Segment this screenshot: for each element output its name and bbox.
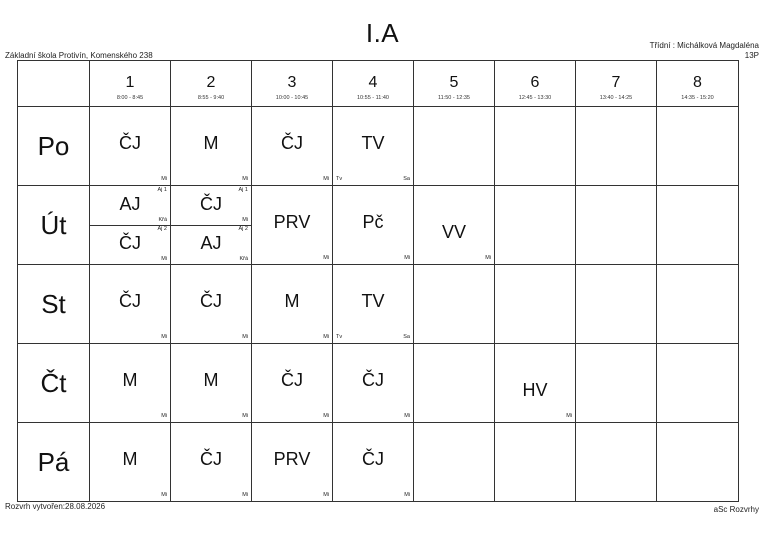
lesson <box>252 344 332 422</box>
subject-label: Pč <box>362 212 384 232</box>
teacher-label: Mi <box>485 255 491 261</box>
lesson <box>333 265 413 343</box>
lesson-cell <box>171 107 252 186</box>
lesson-cell <box>171 265 252 344</box>
teacher-label: Mi <box>566 413 572 419</box>
period-header <box>657 61 739 107</box>
subject-label: ČJ <box>362 449 384 469</box>
teacher-label: Mi <box>242 413 248 419</box>
teacher-label: Mi <box>161 176 167 182</box>
period-time: 14:35 - 15:20 <box>681 95 714 101</box>
group-label: Tv <box>336 176 343 182</box>
lesson <box>252 423 332 501</box>
subject-label: AJ <box>200 233 222 253</box>
subject-label: M <box>122 449 138 469</box>
lesson <box>90 423 170 501</box>
lesson-cell <box>576 107 657 186</box>
group-label: Aj 2 <box>238 226 248 232</box>
period-header <box>333 61 414 107</box>
lesson <box>333 186 413 264</box>
timetable <box>17 60 739 502</box>
lesson-cell <box>252 423 333 502</box>
lesson-cell <box>576 186 657 265</box>
subject-label: TV <box>361 291 385 311</box>
day-label: Po <box>18 107 90 186</box>
lesson-cell <box>252 107 333 186</box>
subject-label: HV <box>522 380 548 400</box>
lesson-cell <box>171 186 252 265</box>
subject-label: VV <box>441 222 466 242</box>
teacher-label: Křá <box>158 217 167 223</box>
period-header <box>576 61 657 107</box>
teacher-label: Mi <box>161 413 167 419</box>
teacher-label: Mi <box>323 334 329 340</box>
lesson-cell <box>657 186 739 265</box>
lesson-cell <box>657 344 739 423</box>
teacher-label: Mi <box>161 492 167 498</box>
lesson <box>333 423 413 501</box>
day-row <box>18 107 739 186</box>
generator-label: aSc Rozvrhy <box>713 505 759 514</box>
lesson-cell <box>495 186 576 265</box>
lesson-cell <box>252 265 333 344</box>
corner-cell <box>18 61 90 107</box>
lesson <box>171 107 251 185</box>
teacher-label: Mi <box>323 413 329 419</box>
lesson-cell <box>171 423 252 502</box>
lesson <box>90 344 170 422</box>
period-time: 11:50 - 12:35 <box>437 95 470 101</box>
lesson-cell <box>414 107 495 186</box>
lesson <box>495 344 575 422</box>
lesson-cell <box>657 265 739 344</box>
subject-label: ČJ <box>281 133 303 153</box>
group-label: Tv <box>336 334 343 340</box>
period-number: 3 <box>287 74 297 91</box>
lesson-cell <box>90 107 171 186</box>
teacher-label: Mi <box>242 176 248 182</box>
period-number: 8 <box>693 74 702 91</box>
lesson-cell <box>333 344 414 423</box>
subject-label: PRV <box>273 449 311 469</box>
lesson <box>90 265 170 343</box>
split-lesson <box>90 186 170 226</box>
lesson <box>414 186 494 264</box>
lesson-cell <box>90 344 171 423</box>
lesson <box>333 107 413 185</box>
subject-label: M <box>203 133 219 153</box>
lesson-cell <box>171 344 252 423</box>
period-time: 10:55 - 11:40 <box>356 95 389 101</box>
subject-label: ČJ <box>200 449 222 469</box>
subject-label: M <box>284 291 300 311</box>
period-number: 7 <box>611 74 621 91</box>
lesson-cell <box>90 265 171 344</box>
teacher-label: Sa <box>403 334 410 340</box>
teacher-label: Mi <box>242 492 248 498</box>
day-row <box>18 265 739 344</box>
teacher-label: Mi <box>323 255 329 261</box>
lesson <box>252 107 332 185</box>
group-label: Aj 2 <box>157 226 167 232</box>
lesson-cell <box>333 186 414 265</box>
day-label: Pá <box>18 423 90 502</box>
subject-label: ČJ <box>362 370 384 390</box>
lesson <box>333 344 413 422</box>
lesson-cell <box>90 186 171 265</box>
lesson <box>90 107 170 185</box>
lesson-cell <box>414 344 495 423</box>
split-lesson <box>171 225 251 264</box>
lesson-cell <box>495 107 576 186</box>
subject-label: AJ <box>119 194 141 214</box>
lesson <box>171 344 251 422</box>
lesson-cell <box>414 186 495 265</box>
subject-label: M <box>122 370 138 390</box>
period-number: 2 <box>206 74 216 91</box>
school-name: Základní škola Protivín, Komenského 238 <box>5 51 153 60</box>
period-number: 4 <box>368 74 378 91</box>
day-label: Čt <box>18 344 90 423</box>
lesson <box>252 265 332 343</box>
lesson <box>171 265 251 343</box>
teacher-label: Mi <box>242 217 248 223</box>
subject-label: ČJ <box>119 291 141 311</box>
teacher-label: Mi <box>323 492 329 498</box>
period-time: 12:45 - 13:30 <box>518 95 552 101</box>
period-time: 8:55 - 9:40 <box>197 95 225 101</box>
teacher-label: Mi <box>404 413 410 419</box>
period-number: 5 <box>449 74 459 91</box>
teacher-label: Mi <box>404 255 410 261</box>
day-label: St <box>18 265 90 344</box>
lesson-cell <box>576 265 657 344</box>
subject-label: M <box>203 370 219 390</box>
subject-label: ČJ <box>200 291 222 311</box>
period-time: 10:00 - 10:45 <box>275 95 309 101</box>
lesson <box>252 186 332 264</box>
teacher-label: Sa <box>403 176 410 182</box>
lesson <box>171 423 251 501</box>
lesson-cell <box>414 265 495 344</box>
lesson-cell <box>657 423 739 502</box>
teacher-label: Mi <box>404 492 410 498</box>
group-label: Aj 1 <box>157 187 167 193</box>
created-date: Rozvrh vytvořen:28.08.2026 <box>5 502 106 511</box>
split-lesson <box>171 186 251 226</box>
lesson-cell <box>657 107 739 186</box>
class-teacher <box>650 41 759 61</box>
period-time: 8:00 - 8:45 <box>116 95 144 101</box>
period-header <box>495 61 576 107</box>
period-header <box>252 61 333 107</box>
lesson-cell <box>333 265 414 344</box>
subject-label: ČJ <box>200 194 222 214</box>
day-row <box>18 423 739 502</box>
subject-label: TV <box>361 133 385 153</box>
period-header <box>90 61 171 107</box>
subject-label: ČJ <box>281 370 303 390</box>
lesson-cell <box>495 423 576 502</box>
period-header <box>171 61 252 107</box>
lesson-cell <box>252 186 333 265</box>
lesson-cell <box>90 423 171 502</box>
subject-label: PRV <box>273 212 311 232</box>
period-number: 6 <box>530 74 540 91</box>
lesson-cell <box>333 107 414 186</box>
lesson-cell <box>495 344 576 423</box>
day-row <box>18 186 739 265</box>
teacher-label: Mi <box>323 176 329 182</box>
split-lesson <box>90 225 170 264</box>
teacher-label: Mi <box>161 334 167 340</box>
teacher-label: Křá <box>239 256 248 262</box>
subject-label: ČJ <box>119 133 141 153</box>
period-time: 13:40 - 14:25 <box>599 95 633 101</box>
teacher-label: Mi <box>242 334 248 340</box>
lesson-cell <box>252 344 333 423</box>
day-row <box>18 344 739 423</box>
class-title: I.A <box>365 18 400 48</box>
period-header-row <box>18 61 739 107</box>
group-label: Aj 1 <box>238 187 248 193</box>
period-number: 1 <box>125 74 135 91</box>
lesson-cell <box>576 344 657 423</box>
teacher-label: Mi <box>161 256 167 262</box>
subject-label: ČJ <box>119 233 141 253</box>
day-label: Út <box>18 186 90 265</box>
period-header <box>414 61 495 107</box>
lesson-cell <box>414 423 495 502</box>
teacher-line: Třídní : Michálková Magdaléna <box>649 41 759 50</box>
room-label: 13P <box>744 51 759 60</box>
lesson-cell <box>333 423 414 502</box>
lesson-cell <box>495 265 576 344</box>
lesson-cell <box>576 423 657 502</box>
